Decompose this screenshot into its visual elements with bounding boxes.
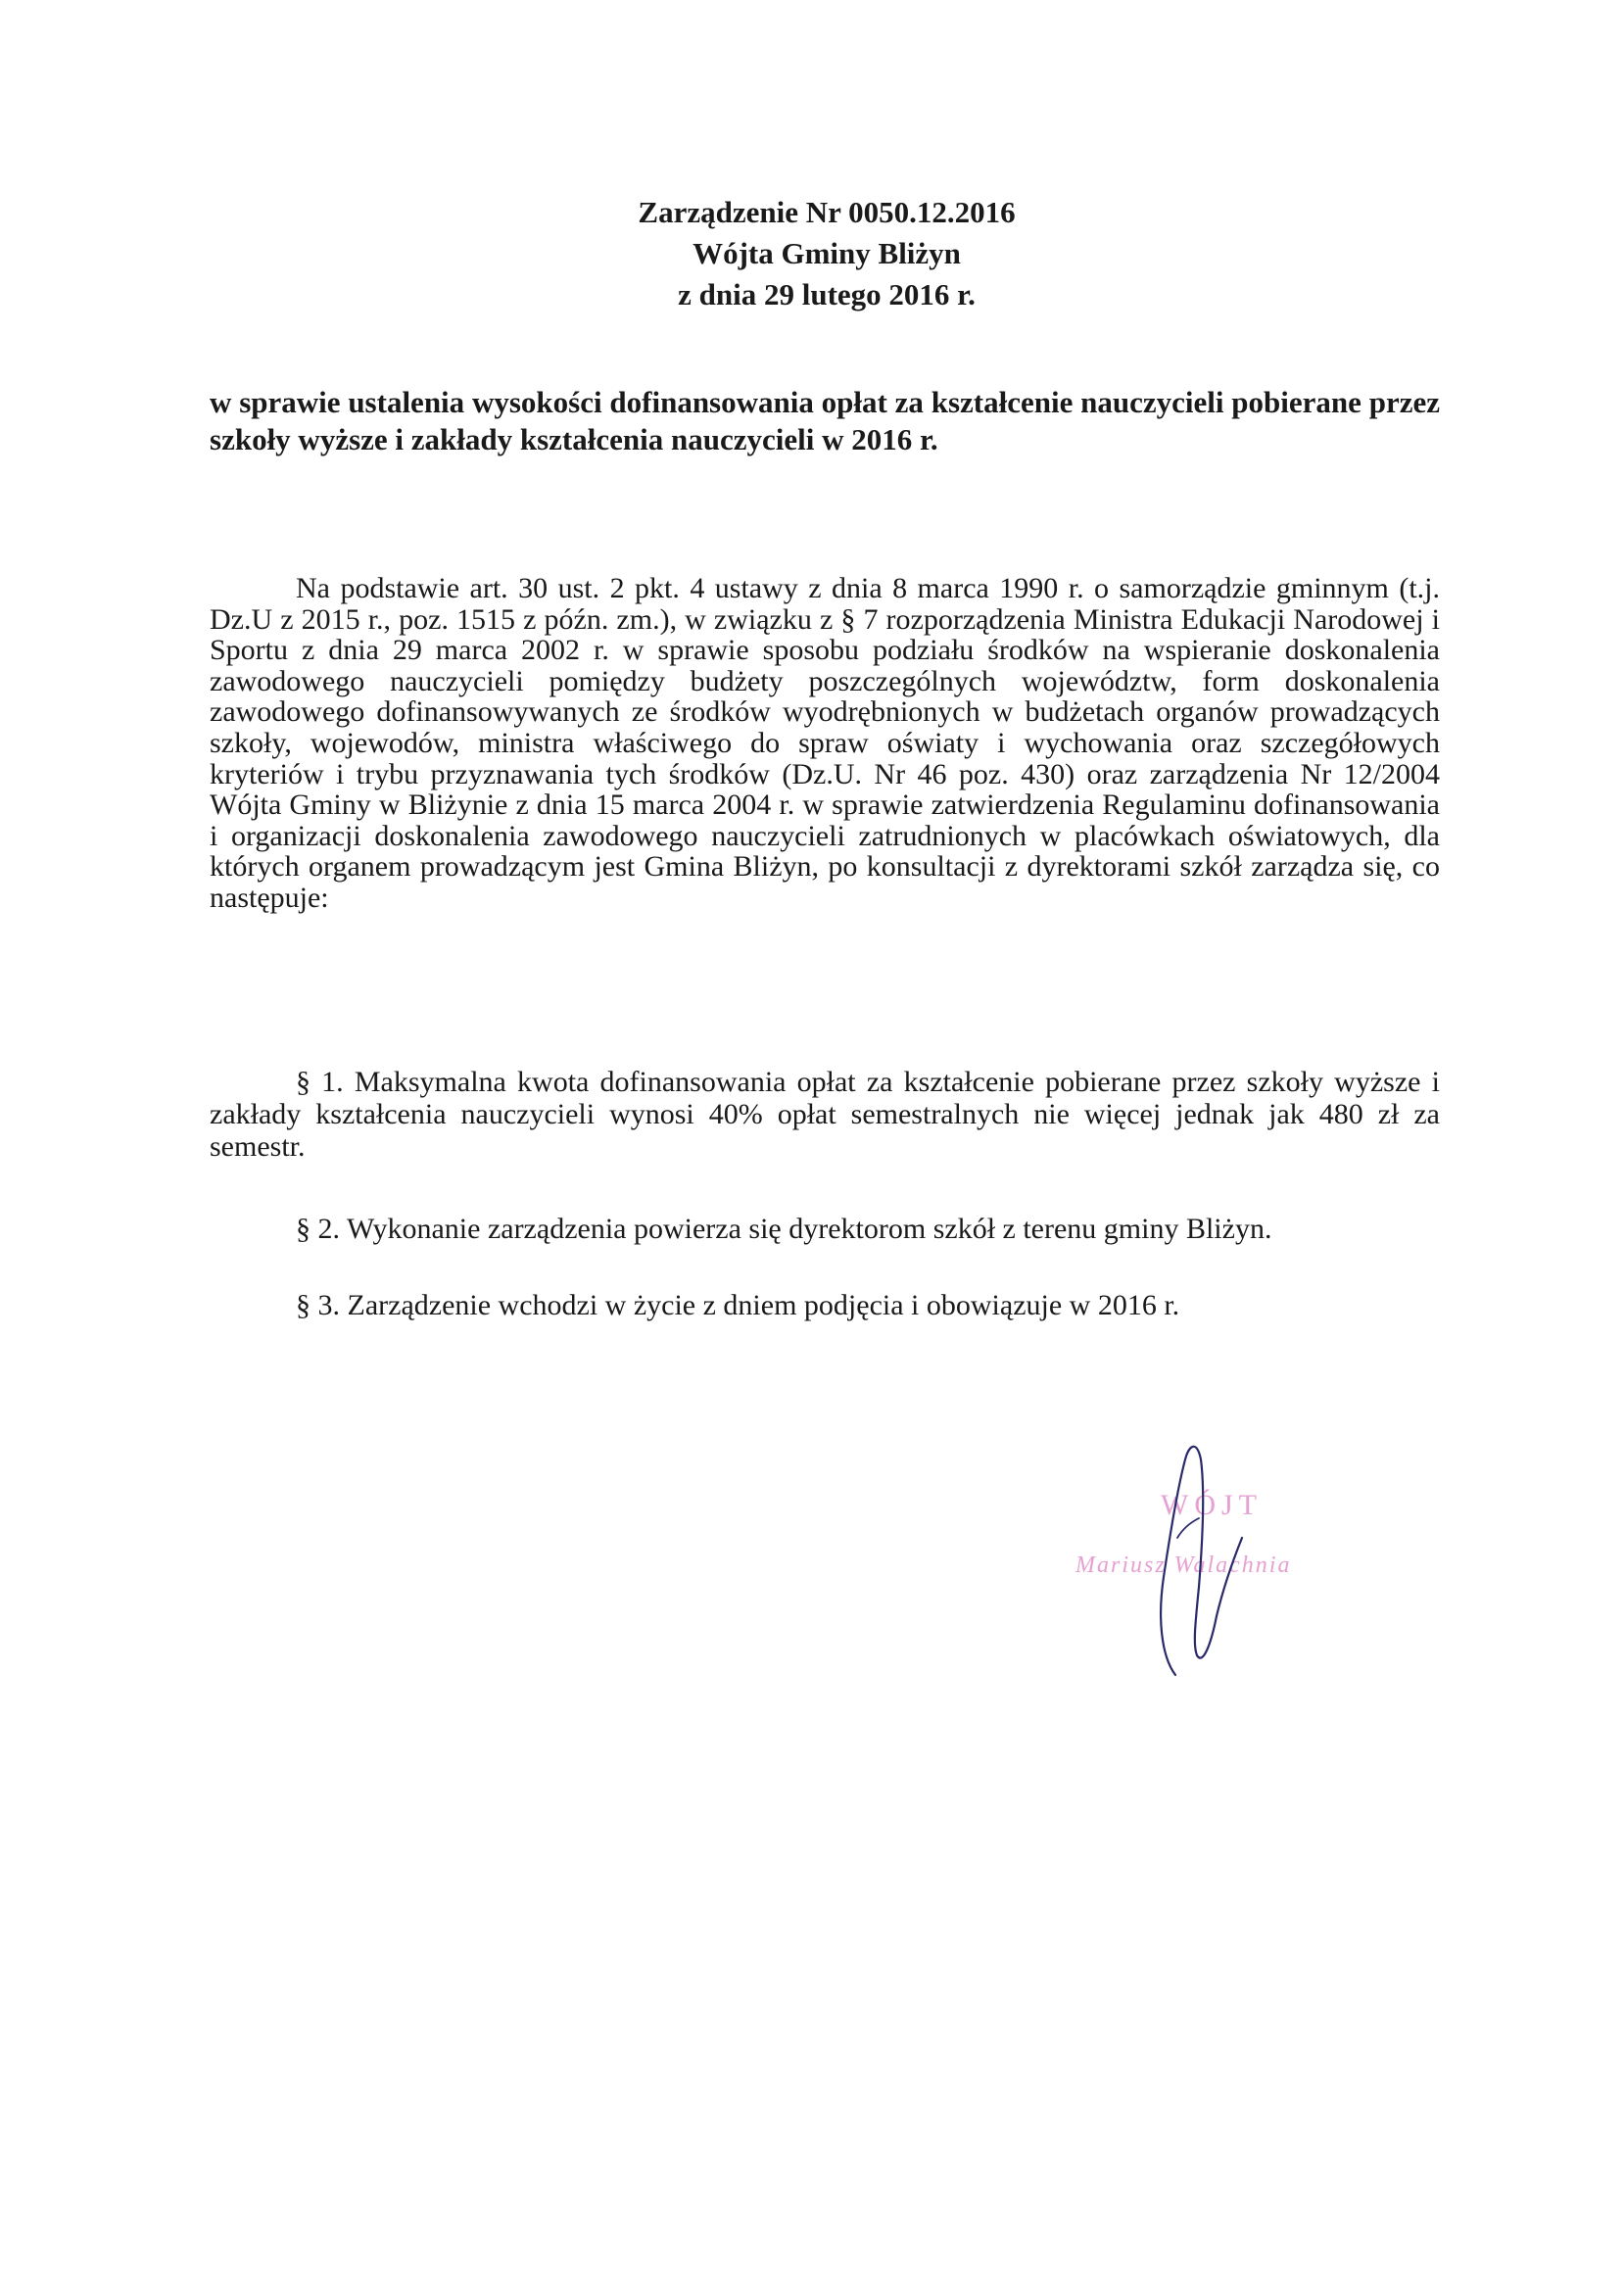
paragraph-2: § 2. Wykonanie zarządzenia powierza się dyrektorom szkół z terenu gminy Bliżyn. [296,1213,1272,1245]
legal-basis-preamble: Na podstawie art. 30 ust. 2 pkt. 4 ustawy z dnia 8 marca 1990 r. o samorządzie gminnym (t.j. Dz.U z 2015 r., poz. 1515 z późn. zm.), w związku z § 7 rozporządzenia Ministra Edukacji Narodowej i Sportu z dnia 29 marca 2002 r. w sprawie sposobu podziału środków na wspieranie doskonalenia zawodowego nauczycieli pomiędzy budżety poszczególnych województw, form doskonalenia zawodowego dofinansowywanych ze środków wyodrębnionych w budżetach organów prowadzących szkoły, wojewodów, ministra właściwego do spraw oświaty i wychowania oraz szczegółowych kryteriów i trybu przyznawania tych środków (Dz.U. Nr 46 poz. 430) oraz zarządzenia Nr 12/2004 Wójta Gminy w Bliżynie z dnia 15 marca 2004 r. w sprawie zatwierdzenia Regulaminu dofinansowania i organizacji doskonalenia zawodowego nauczycieli zatrudnionych w placówkach oświatowych, dla których organem prowadzącym jest Gmina Bliżyn, po konsultacji z dyrektorami szkół zarządza się, co następuje: [210,572,1440,914]
handwritten-signature [1068,1420,1391,1704]
stamp-name: Mariusz Walachnia [1075,1553,1292,1578]
paragraph-3: § 3. Zarządzenie wchodzi w życie z dniem podjęcia i obowiązuje w 2016 r. [296,1289,1180,1321]
official-stamp [1068,1420,1391,1704]
stamp-title: WÓJT [1161,1489,1263,1521]
issuer: Wójta Gminy Bliżyn [693,236,961,270]
order-subject: w sprawie ustalenia wysokości dofinansowania opłat za kształcenie nauczycieli pobierane przez szkoły wyższe i zakłady kształcenia nauczycieli w 2016 r. [210,385,1440,456]
document-header [0,192,1624,315]
paragraph-1: § 1. Maksymalna kwota dofinansowania opłat za kształcenie pobierane przez szkoły wyższe i zakłady kształcenia nauczycieli wynosi 40% opłat semestralnych nie więcej jednak jak 480 zł za semestr. [210,1066,1440,1163]
order-date: z dnia 29 lutego 2016 r. [678,277,976,311]
order-number: Zarządzenie Nr 0050.12.2016 [638,195,1016,229]
